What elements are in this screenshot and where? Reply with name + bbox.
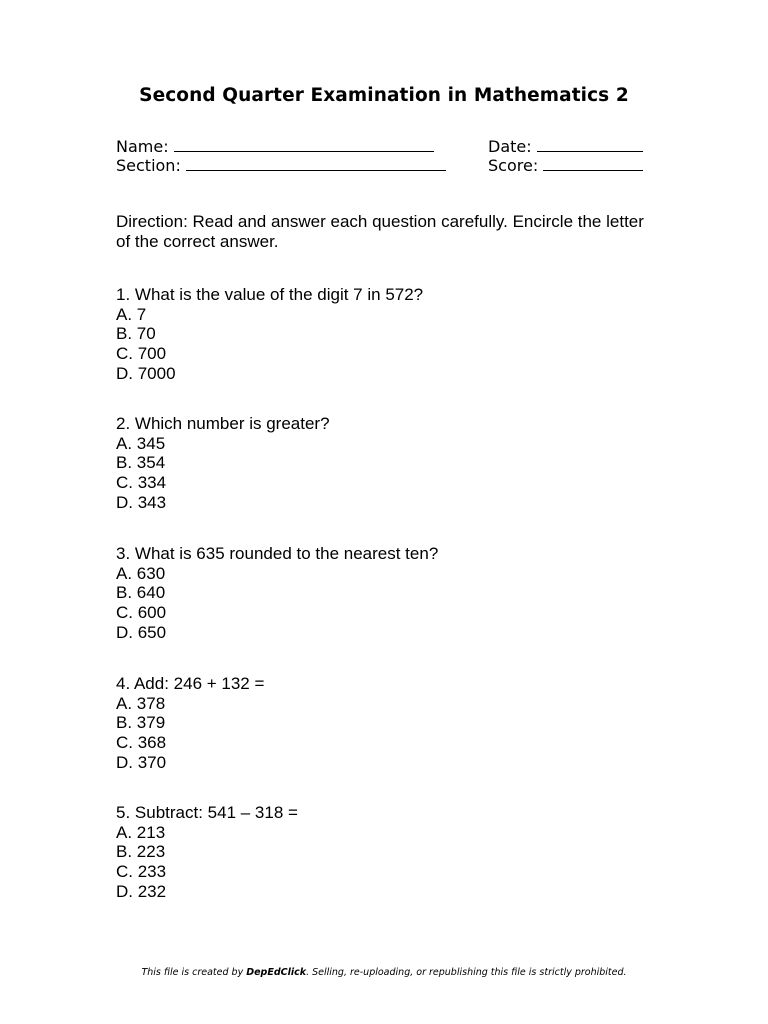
question-prompt: 5. Subtract: 541 – 318 = <box>116 803 298 822</box>
answer-choice[interactable]: D. 7000 <box>116 363 176 383</box>
score-field <box>488 156 643 175</box>
answer-choice[interactable]: B. 379 <box>116 713 166 733</box>
answer-choice[interactable]: D. 650 <box>116 622 167 642</box>
question-prompt: 4. Add: 246 + 132 = <box>116 674 265 693</box>
date-blank-line <box>537 137 643 152</box>
name-field <box>116 137 434 156</box>
answer-choice[interactable]: A. 378 <box>116 693 166 713</box>
answer-choice[interactable]: B. 223 <box>116 842 166 862</box>
answer-choice[interactable]: C. 334 <box>116 473 167 493</box>
answer-choice[interactable]: A. 345 <box>116 433 166 453</box>
answer-choice[interactable]: D. 343 <box>116 492 167 512</box>
question-prompt: 1. What is the value of the digit 7 in 572? <box>116 285 424 304</box>
footer-brand: DepEdClick <box>246 967 307 978</box>
directions-text: Direction: Read and answer each question carefully. Encircle the letter of the correct answer. <box>116 212 644 251</box>
date-label: Date: <box>488 137 532 156</box>
section-field <box>116 156 446 175</box>
question-1 <box>116 285 676 384</box>
question-prompt: 2. Which number is greater? <box>116 414 330 433</box>
footer-prefix: This file is created by <box>141 967 247 978</box>
answer-choice[interactable]: B. 70 <box>116 324 156 344</box>
question-prompt: 3. What is 635 rounded to the nearest ten? <box>116 544 439 563</box>
page-title: Second Quarter Examination in Mathematics 2 <box>139 85 629 106</box>
answer-choice[interactable]: A. 630 <box>116 563 166 583</box>
score-label: Score: <box>488 156 539 175</box>
answer-choice[interactable]: C. 700 <box>116 344 167 364</box>
answer-choice[interactable]: D. 232 <box>116 881 167 901</box>
section-blank-line <box>186 156 446 171</box>
name-label: Name: <box>116 137 169 156</box>
footer-notice <box>0 967 768 978</box>
answer-choice[interactable]: A. 7 <box>116 304 147 324</box>
answer-choice[interactable]: C. 368 <box>116 733 167 753</box>
answer-choice[interactable]: A. 213 <box>116 822 166 842</box>
question-2 <box>116 414 676 513</box>
question-3 <box>116 544 676 643</box>
question-5 <box>116 803 676 902</box>
question-4 <box>116 674 676 773</box>
answer-choice[interactable]: D. 370 <box>116 752 167 772</box>
answer-choice[interactable]: B. 640 <box>116 583 166 603</box>
answer-choice[interactable]: B. 354 <box>116 453 166 473</box>
answer-choice[interactable]: C. 233 <box>116 862 167 882</box>
score-blank-line <box>543 156 643 171</box>
answer-choice[interactable]: C. 600 <box>116 603 167 623</box>
footer-suffix: . Selling, re-uploading, or republishing this file is strictly prohibited. <box>306 967 627 978</box>
name-blank-line <box>174 137 434 152</box>
section-label: Section: <box>116 156 181 175</box>
date-field <box>488 137 643 156</box>
